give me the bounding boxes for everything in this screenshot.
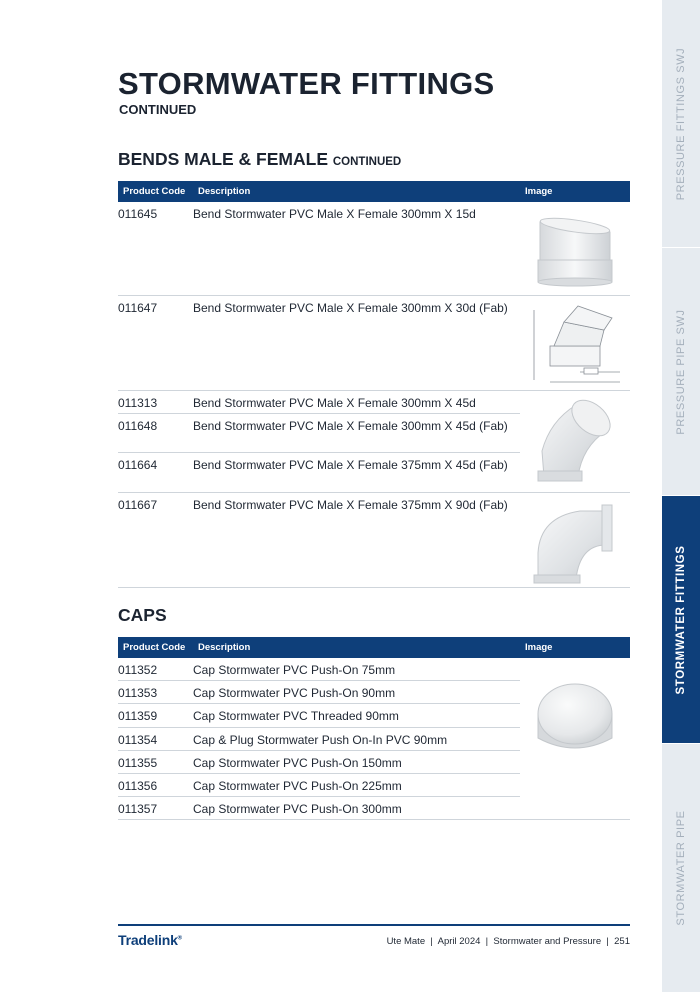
brand-mark: ®: [177, 935, 182, 942]
header-product-code: Product Code: [123, 642, 186, 653]
table-row: [118, 797, 630, 820]
table-row: [118, 202, 630, 296]
product-code: 011352: [118, 663, 158, 677]
product-code: 011645: [118, 207, 158, 221]
table-row-group: [118, 658, 630, 820]
product-description: Cap & Plug Stormwater Push On-In PVC 90mm: [193, 733, 448, 747]
side-tab-stormwater-fittings[interactable]: [662, 496, 700, 744]
bend-15-image: [520, 202, 630, 296]
side-tab-label: STORMWATER FITTINGS: [675, 545, 687, 694]
side-tabs: [662, 0, 700, 993]
product-code: 011664: [118, 458, 158, 472]
product-image-cap: [520, 658, 630, 774]
product-code: 011359: [118, 709, 158, 723]
product-code: 011647: [118, 301, 158, 315]
brand-name: Tradelink: [118, 932, 178, 948]
table-row-group: [118, 391, 630, 493]
table-header: [118, 637, 630, 658]
side-tab-label: PRESSURE PIPE SWJ: [675, 308, 687, 435]
section-title-bends: [118, 149, 401, 170]
page-subtitle: CONTINUED: [119, 102, 197, 117]
table-row: [118, 493, 630, 588]
header-product-code: Product Code: [123, 186, 186, 197]
product-description: Bend Stormwater PVC Male X Female 300mm X 45d (Fab): [193, 419, 508, 433]
product-image-bend-30-diagram: [520, 296, 630, 391]
product-description: Bend Stormwater PVC Male X Female 375mm X 45d (Fab): [193, 458, 508, 472]
table-header: [118, 181, 630, 202]
header-description: Description: [198, 642, 251, 653]
section-title-caps: CAPS: [118, 605, 167, 625]
product-description: Bend Stormwater PVC Male X Female 300mm X 45d: [193, 396, 476, 410]
product-code: 011356: [118, 779, 158, 793]
product-code: 011667: [118, 498, 158, 512]
product-code: 011357: [118, 802, 158, 816]
product-image-bend-45: [520, 391, 630, 493]
side-tab-pressure-fittings[interactable]: [662, 0, 700, 248]
side-tab-label: PRESSURE FITTINGS SWJ: [675, 47, 687, 200]
product-code: 011313: [118, 396, 158, 410]
header-image: Image: [525, 642, 553, 653]
section-title-suffix: CONTINUED: [332, 156, 402, 168]
side-tab-stormwater-pipe[interactable]: [662, 744, 700, 993]
product-description: Cap Stormwater PVC Push-On 300mm: [193, 802, 402, 816]
product-code: 011353: [118, 686, 158, 700]
footer-info: Ute Mate | April 2024 | Stormwater and Pressure | 251: [386, 936, 630, 947]
side-tab-label: STORMWATER PIPE: [675, 810, 687, 926]
product-description: Bend Stormwater PVC Male X Female 300mm X 30d (Fab): [193, 301, 508, 315]
product-description: Bend Stormwater PVC Male X Female 375mm X 90d (Fab): [193, 498, 508, 512]
product-code: 011355: [118, 756, 158, 770]
cap-image: [520, 658, 630, 774]
tradelink-logo: [118, 932, 182, 948]
table-row: [118, 296, 630, 391]
product-description: Cap Stormwater PVC Push-On 90mm: [193, 686, 396, 700]
product-image-bend-15: [520, 202, 630, 296]
product-image-bend-90: [520, 493, 630, 588]
footer-divider: [118, 924, 630, 926]
side-tab-pressure-pipe[interactable]: [662, 248, 700, 496]
product-code: 011648: [118, 419, 158, 433]
header-image: Image: [525, 186, 553, 197]
product-description: Cap Stormwater PVC Threaded 90mm: [193, 709, 399, 723]
product-code: 011354: [118, 733, 158, 747]
section-title-text: BENDS MALE & FEMALE: [118, 149, 328, 169]
caps-table: [118, 637, 630, 820]
bend-45-image: [520, 391, 630, 493]
bend-30-diagram-image: [520, 296, 630, 391]
bend-90-image: [520, 493, 630, 588]
header-description: Description: [198, 186, 251, 197]
table-row: [118, 774, 630, 797]
page-title: STORMWATER FITTINGS: [118, 66, 495, 101]
product-description: Cap Stormwater PVC Push-On 225mm: [193, 779, 402, 793]
bends-table: [118, 181, 630, 588]
product-description: Bend Stormwater PVC Male X Female 300mm X 15d: [193, 207, 476, 221]
product-description: Cap Stormwater PVC Push-On 150mm: [193, 756, 402, 770]
product-description: Cap Stormwater PVC Push-On 75mm: [193, 663, 396, 677]
